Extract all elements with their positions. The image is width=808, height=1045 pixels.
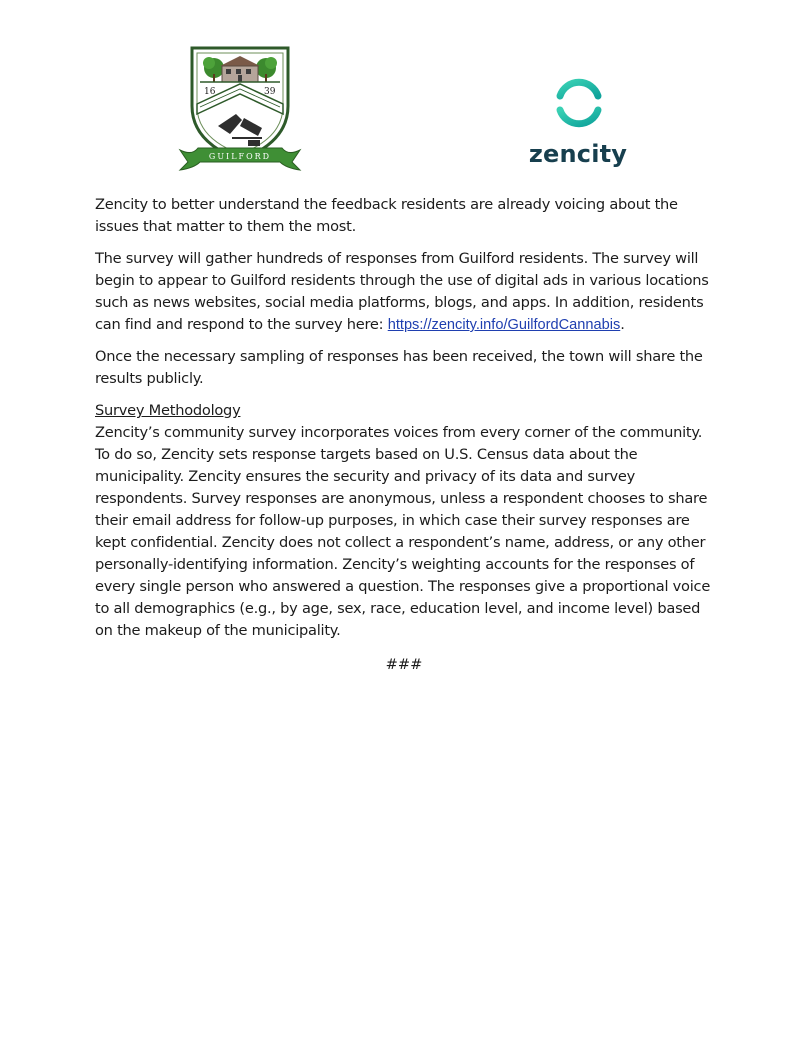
methodology-paragraph: Zencity’s community survey incorporates voices from every corner of the community. To do so, Zencity sets response targets based on U.S. Census data about the municipality. Zencity ensures the security and privacy of its data and survey respondents. Survey responses are anonymous, unless a respondent chooses to share their email address for follow-up purposes, in which case their survey responses are kept confidential. Zencity does not collect a respondent’s name, address, or any other personally-identifying information. Zencity’s weighting accounts for the responses of every single person who answered a question. The responses give a proportional voice to all demographics (e.g., by age, sex, race, education level, and income level) based on the makeup of the municipality. — [95, 424, 711, 639]
survey-link[interactable]: https://zencity.info/GuilfordCannabis — [387, 317, 621, 333]
end-mark: ### — [385, 656, 423, 673]
seal-banner-text: GUILFORD — [208, 152, 272, 161]
intro-paragraph: Zencity to better understand the feedback residents are already voicing about the issues that matter to them the most. — [95, 196, 678, 235]
zencity-logo — [528, 74, 628, 178]
guilford-seal-logo — [178, 44, 302, 172]
survey-paragraph-text: The survey will gather hundreds of responses from Guilford residents. The survey will begin to appear to Guilford residents through the use of digital ads in various locations such as news websites, social media platforms, blogs, and apps. In addition, residents can find and respond to the survey here: — [95, 250, 709, 333]
seal-year-left: 16 — [204, 87, 216, 97]
document-body — [95, 194, 720, 642]
zencity-wordmark: zencity — [528, 140, 628, 168]
seal-year-right: 39 — [264, 87, 276, 97]
survey-link-suffix: . — [620, 316, 625, 333]
methodology-heading: Survey Methodology — [95, 402, 241, 419]
zencity-ring-icon — [550, 74, 608, 132]
survey-paragraph — [95, 248, 720, 336]
results-paragraph: Once the necessary sampling of responses has been received, the town will share the results publicly. — [95, 348, 703, 387]
